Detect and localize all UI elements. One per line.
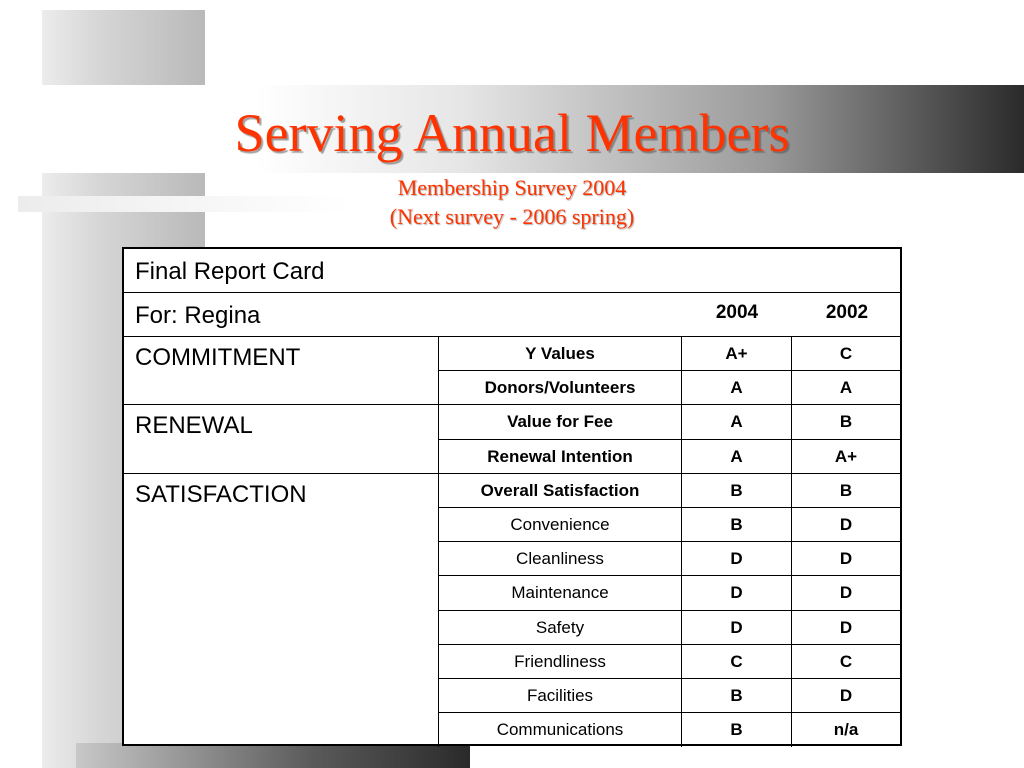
- report-for-row: [124, 293, 900, 337]
- table-row: [439, 337, 900, 371]
- item-label: Value for Fee: [439, 405, 682, 438]
- item-label: Convenience: [439, 508, 682, 541]
- grade-2004: A+: [682, 337, 792, 370]
- item-label: Friendliness: [439, 645, 682, 678]
- grade-2004: B: [682, 679, 792, 712]
- grade-2004: D: [682, 576, 792, 609]
- grade-2004: A: [682, 440, 792, 473]
- grade-2004: B: [682, 713, 792, 747]
- item-label: Y Values: [439, 337, 682, 370]
- grade-2002: C: [839, 651, 853, 671]
- grade-2002: D: [839, 617, 853, 637]
- grade-2002: D: [839, 583, 853, 603]
- section-label: RENEWAL: [135, 412, 253, 440]
- report-card-table: [122, 247, 902, 746]
- table-row: [439, 508, 900, 542]
- table-row: [439, 542, 900, 576]
- section-renewal: [124, 405, 439, 473]
- table-row: [439, 576, 900, 610]
- grade-2004: D: [682, 542, 792, 575]
- section-commitment: [124, 337, 439, 405]
- item-label: Renewal Intention: [439, 440, 682, 473]
- section-satisfaction: [124, 474, 439, 748]
- slide-subtitle-next-survey: (Next survey - 2006 spring): [389, 204, 635, 229]
- report-heading: Final Report Card: [135, 258, 325, 285]
- table-row: [439, 645, 900, 679]
- table-row: [439, 371, 900, 405]
- grade-2002: A: [839, 378, 853, 398]
- grade-2004: B: [682, 508, 792, 541]
- item-label: Donors/Volunteers: [439, 371, 682, 404]
- table-row: [439, 474, 900, 508]
- slide-title: Serving Annual Members: [234, 103, 790, 163]
- item-label: Communications: [439, 713, 682, 747]
- year-header-2004: 2004: [715, 302, 759, 323]
- table-row: [439, 679, 900, 713]
- grade-cells: [439, 337, 900, 747]
- grade-2004: A: [682, 371, 792, 404]
- grade-2004: A: [682, 405, 792, 438]
- grade-2002: A+: [834, 446, 858, 466]
- item-label: Maintenance: [439, 576, 682, 609]
- report-heading-row: [124, 249, 900, 293]
- grade-2002: D: [839, 685, 853, 705]
- year-header-2002: 2002: [825, 302, 869, 323]
- item-label: Cleanliness: [439, 542, 682, 575]
- table-row: [439, 611, 900, 645]
- table-row: [439, 405, 900, 439]
- item-label: Safety: [439, 611, 682, 644]
- grade-2002: B: [839, 480, 853, 500]
- table-row: [439, 713, 900, 747]
- grade-2002: D: [839, 514, 853, 534]
- grade-2004: B: [682, 474, 792, 507]
- item-label: Overall Satisfaction: [439, 474, 682, 507]
- grade-2004: D: [682, 611, 792, 644]
- table-row: [439, 440, 900, 474]
- section-label: COMMITMENT: [135, 344, 301, 371]
- item-label: Facilities: [439, 679, 682, 712]
- grade-2002: n/a: [833, 720, 859, 740]
- slide-subtitle: Membership Survey 2004: [397, 175, 627, 200]
- report-for-label: For: Regina: [135, 302, 261, 329]
- grade-2002: C: [839, 344, 853, 363]
- grade-2002: B: [839, 412, 853, 432]
- section-label: SATISFACTION: [135, 480, 307, 508]
- grade-2002: D: [839, 549, 853, 569]
- grade-2004: C: [682, 645, 792, 678]
